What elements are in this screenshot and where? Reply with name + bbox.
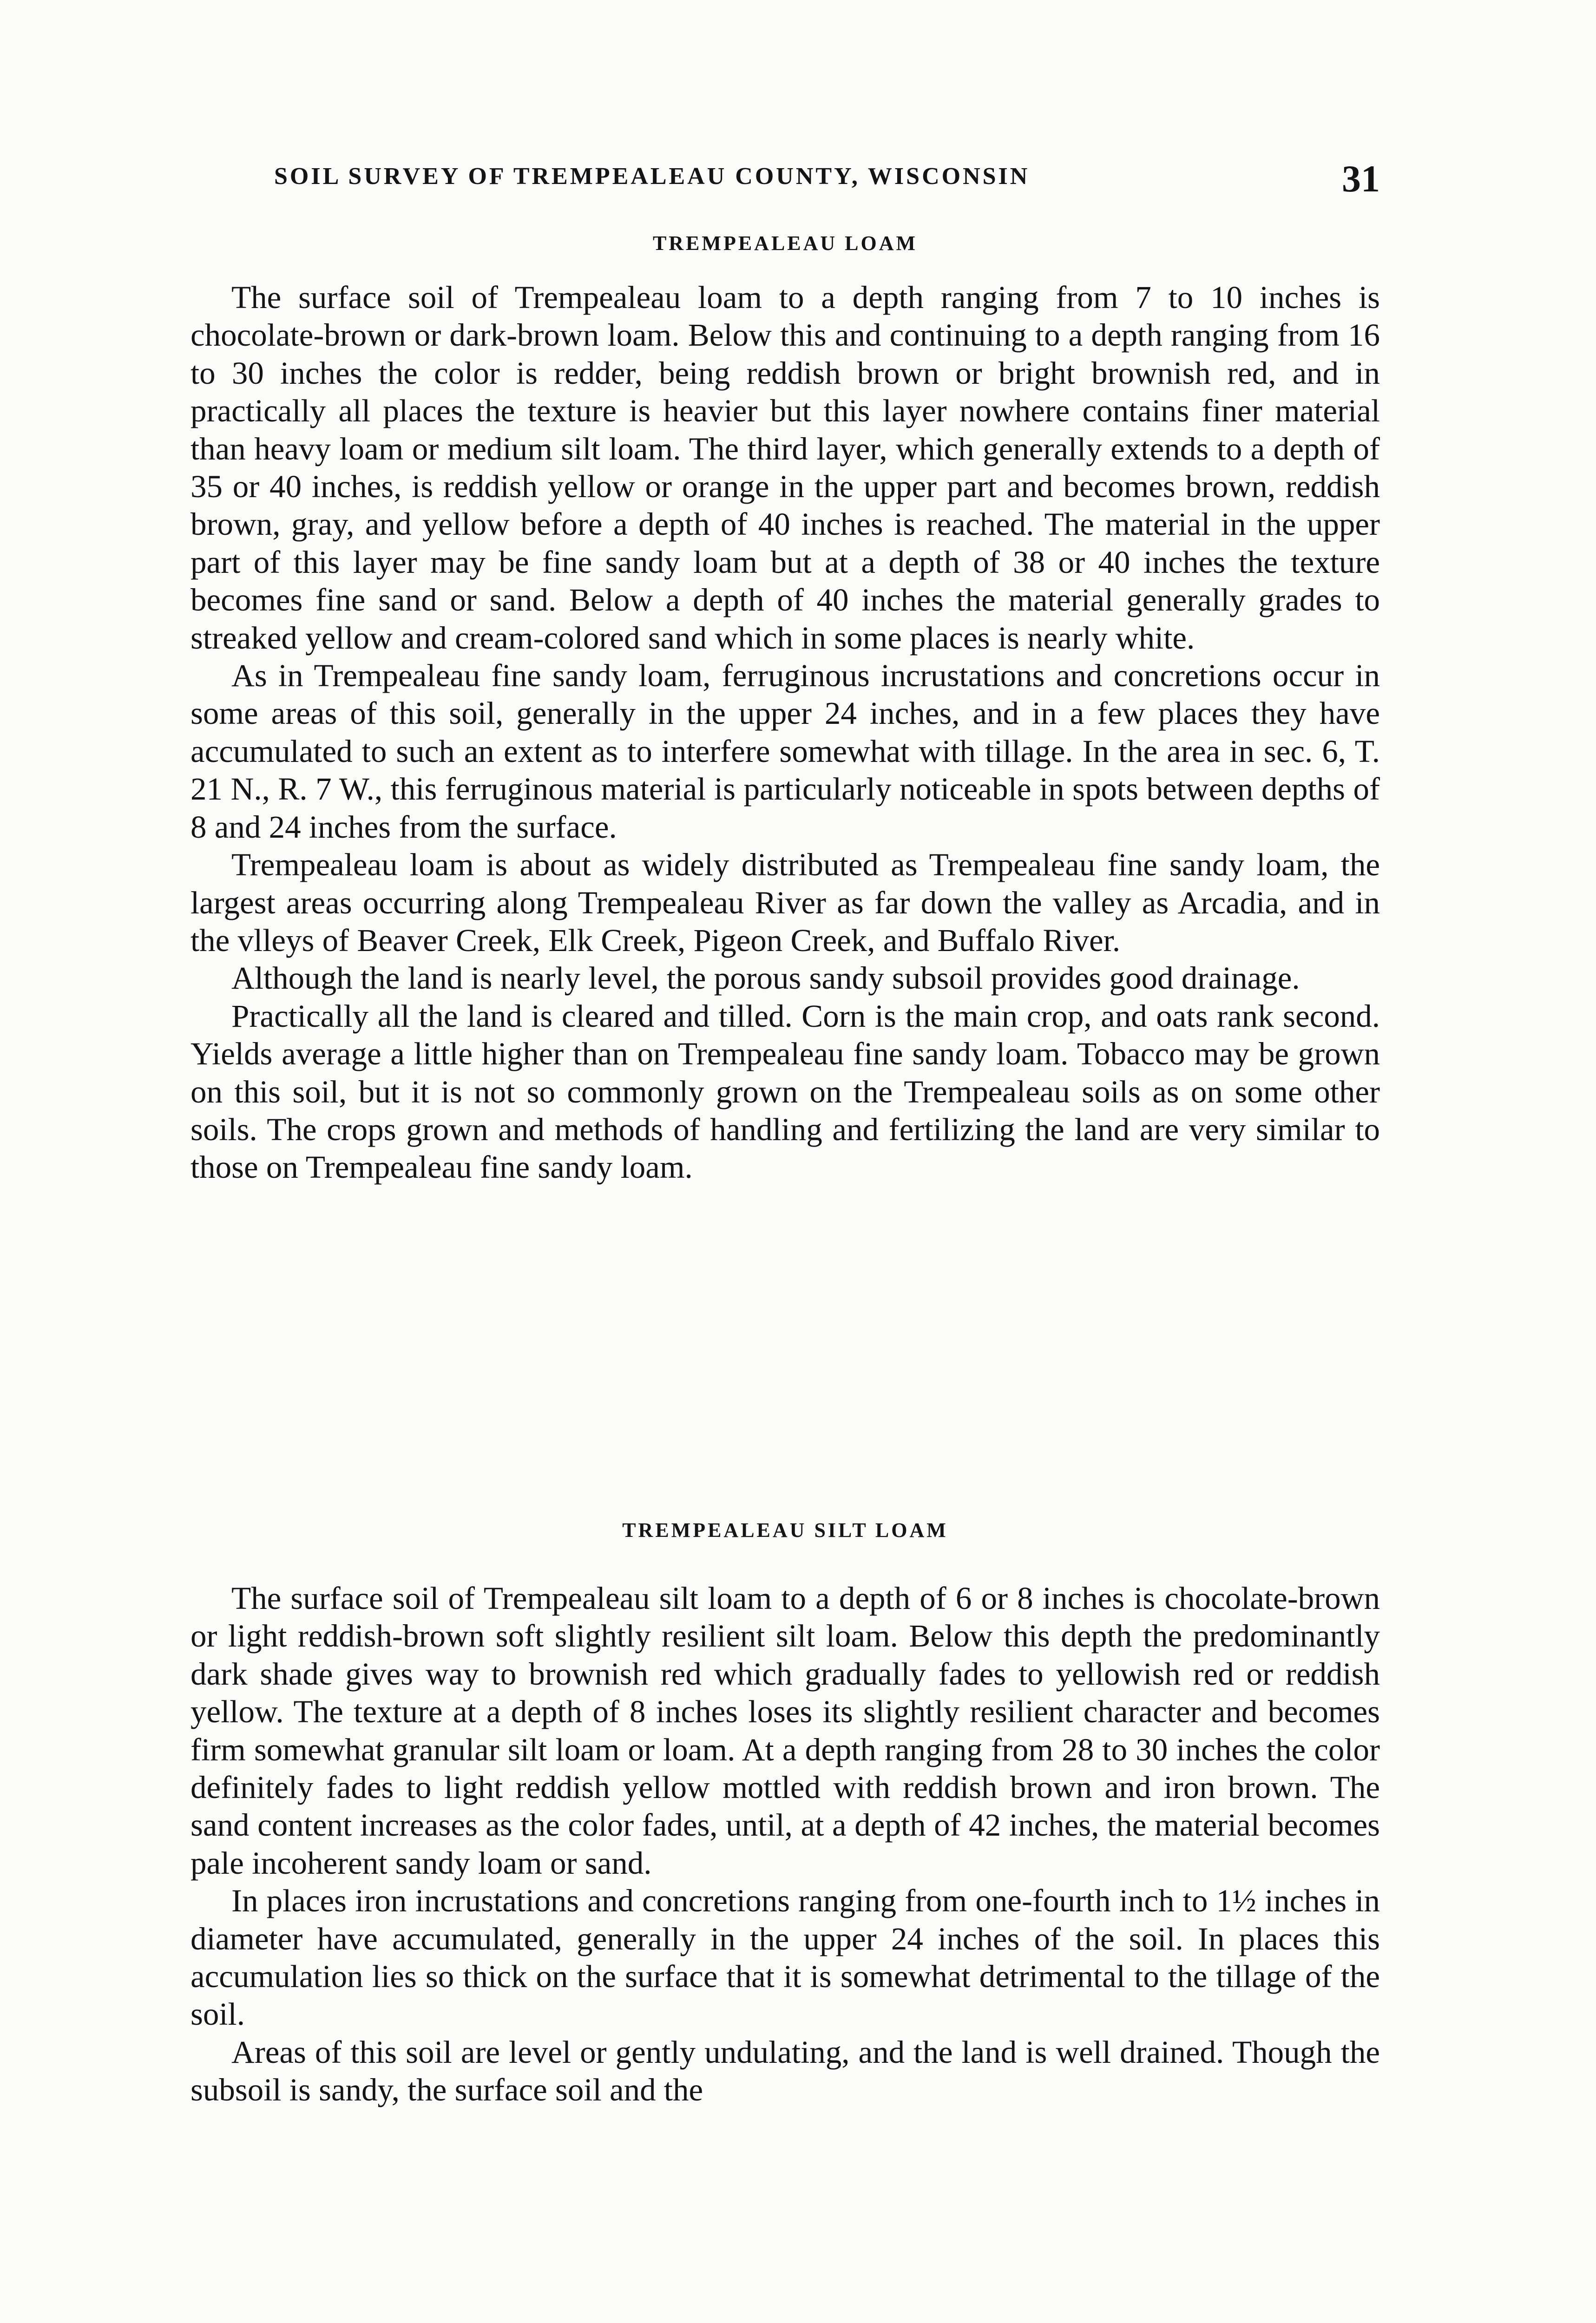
section-body-trempealeau-silt-loam — [190, 1580, 1380, 2109]
paragraph: Areas of this soil are level or gently undulating, and the land is well drained. Though the subsoil is sandy, the surface soil and the — [190, 2034, 1380, 2108]
section-body-trempealeau-loam — [190, 279, 1380, 1187]
paragraph: Although the land is nearly level, the porous sandy subsoil provides good drainage. — [231, 960, 1300, 996]
paragraph: Practically all the land is cleared and tilled. Corn is the main crop, and oats rank second. Yields average a little higher than on Trempealeau fine sandy loam. Tobacco may be grown on this soil, but it is not so commonly grown on the Trempealeau soils as on some other soils. The crops grown and methods of handling and fertilizing the land are very similar to those on Trempealeau fine sandy loam. — [190, 998, 1380, 1185]
section-heading-trempealeau-silt-loam: TREMPEALEAU SILT LOAM — [622, 1519, 948, 1542]
paragraph: Trempealeau loam is about as widely distributed as Trempealeau fine sandy loam, the largest areas occurring along Trempealeau River as far down the valley as Arcadia, and in the vlleys of Beaver Creek, Elk Creek, Pigeon Creek, and Buffalo River. — [190, 847, 1380, 958]
paragraph: The surface soil of Trempealeau loam to a depth ranging from 7 to 10 inches is chocolate-brown or dark-brown loam. Below this and continuing to a depth ranging from 16 to 30 inches the color is redder, being reddish brown or bright brownish red, and in practically all places the texture is heavier but this layer nowhere contains finer material than heavy loam or medium silt loam. The third layer, which generally extends to a depth of 35 or 40 inches, is reddish yellow or orange in the upper part and becomes brown, reddish brown, gray, and yellow before a depth of 40 inches is reached. The material in the upper part of this layer may be fine sandy loam but at a depth of 38 or 40 inches the texture becomes fine sand or sand. Below a depth of 40 inches the material generally grades to streaked yellow and cream-colored sand which in some places is nearly white. — [190, 280, 1380, 656]
paragraph: In places iron incrustations and concretions ranging from one-fourth inch to 1½ inches in diameter have accumulated, generally in the upper 24 inches of the soil. In places this accumulation lies so thick on the surface that it is somewhat detrimental to the tillage of the soil. — [190, 1883, 1380, 2032]
running-head — [274, 157, 1380, 199]
paragraph: The surface soil of Trempealeau silt loam to a depth of 6 or 8 inches is chocolate-brown or light reddish-brown soft slightly resilient silt loam. Below this depth the predominantly dark shade gives way to brownish red which gradually fades to yellowish red or reddish yellow. The texture at a depth of 8 inches loses its slightly resilient character and becomes firm somewhat granular silt loam or loam. At a depth ranging from 28 to 30 inches the color definitely fades to light reddish yellow mottled with reddish brown and iron brown. The sand content increases as the color fades, until, at a depth of 42 inches, the material becomes pale incoherent sandy loam or sand. — [190, 1581, 1380, 1881]
page-number: 31 — [1342, 157, 1380, 200]
paragraph: As in Trempealeau fine sandy loam, ferruginous incrustations and concretions occur in some areas of this soil, generally in the upper 24 inches, and in a few places they have accumulated to such an extent as to interfere somewhat with tillage. In the area in sec. 6, T. 21 N., R. 7 W., this ferruginous material is particularly noticeable in spots between depths of 8 and 24 inches from the surface. — [190, 658, 1380, 845]
section-heading-trempealeau-loam: TREMPEALEAU LOAM — [652, 232, 918, 255]
running-title: SOIL SURVEY OF TREMPEALEAU COUNTY, WISCONSIN — [274, 163, 1030, 190]
